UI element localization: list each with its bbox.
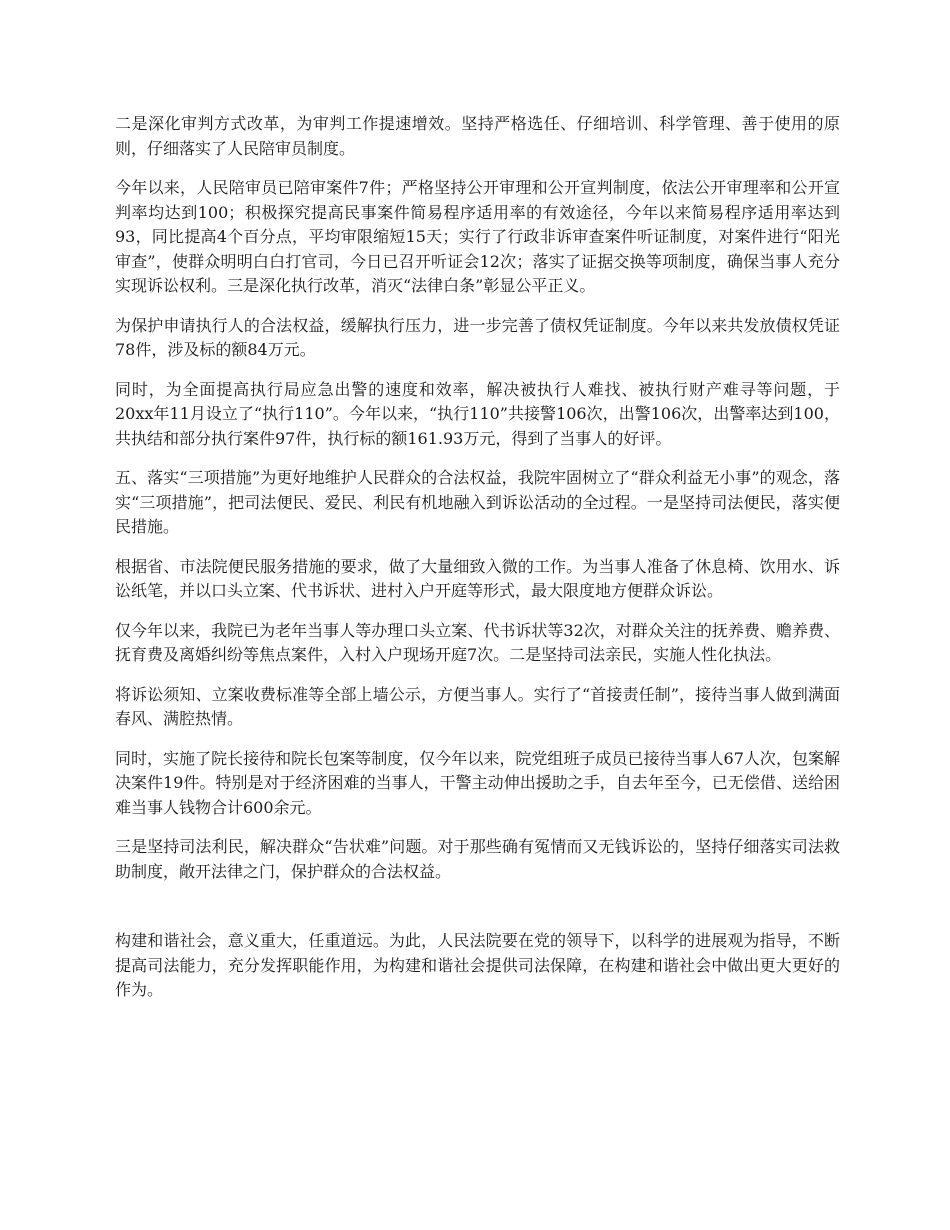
paragraph-8: 将诉讼须知、立案收费标准等全部上墙公示，方便当事人。实行了“首接责任制”，接待当事人做到满面春风、满腔热情。 — [115, 684, 840, 728]
paragraph-5: 五、落实“三项措施”为更好地维护人民群众的合法权益，我院牢固树立了“群众利益无小事”的观念，落实“三项措施”，把司法便民、爱民、利民有机地融入到诉讼活动的全过程。一是坚持司法便民，落实便民措施。 — [115, 468, 840, 536]
paragraph-9: 同时，实施了院长接待和院长包案等制度，仅今年以来，院党组班子成员已接待当事人67人次，包案解决案件19件。特别是对于经济困难的当事人，干警主动伸出援助之手，自去年至今，已无偿借、送给困难当事人钱物合计600余元。 — [115, 748, 840, 817]
paragraph-2: 今年以来，人民陪审员已陪审案件7件；严格坚持公开审理和公开宣判制度，依法公开审理率和公开宣判率均达到100；积极探究提高民事案件简易程序适用率的有效途径，今年以来简易程序适用率达到93，同比提高4个百分点，平均审限缩短15天；实行了行政非诉审查案件听证制度，对案件进行“阳光审查”，使群众明明白白打官司，今日已召开听证会12次；落实了证据交换等项制度，确保当事人充分实现诉讼权利。三是深化执行改革，消灭“法律白条”彰显公平正义。 — [115, 178, 840, 295]
paragraph-10: 三是坚持司法利民，解决群众“告状难”问题。对于那些确有冤情而又无钱诉讼的，坚持仔细落实司法救助制度，敞开法律之门，保护群众的合法权益。 — [115, 837, 840, 881]
paragraph-6: 根据省、市法院便民服务措施的要求，做了大量细致入微的工作。为当事人准备了休息椅、饮用水、诉讼纸笔，并以口头立案、代书诉状、进村入户开庭等形式，最大限度地方便群众诉讼。 — [115, 556, 840, 600]
paragraph-3: 为保护申请执行人的合法权益，缓解执行压力，进一步完善了债权凭证制度。今年以来共发放债权凭证78件，涉及标的额84万元。 — [115, 315, 840, 359]
paragraph-11: 构建和谐社会，意义重大，任重道远。为此，人民法院要在党的领导下，以科学的进展观为指导，不断提高司法能力，充分发挥职能作用，为构建和谐社会提供司法保障，在构建和谐社会中做出更大更好的作为。 — [115, 931, 840, 999]
paragraph-1: 二是深化审判方式改革，为审判工作提速增效。坚持严格选任、仔细培训、科学管理、善于使用的原则，仔细落实了人民陪审员制度。 — [115, 114, 840, 158]
paragraph-4: 同时，为全面提高执行局应急出警的速度和效率，解决被执行人难找、被执行财产难寻等问题，于20xx年11月设立了“执行110”。今年以来，“执行110”共接警106次，出警106次，出警率达到100，共执结和部分执行案件97件，执行标的额161.93万元，得到了当事人的好评。 — [115, 379, 840, 448]
paragraph-7: 仅今年以来，我院已为老年当事人等办理口头立案、代书诉状等32次，对群众关注的抚养费、赡养费、抚育费及离婚纠纷等焦点案件，入村入户现场开庭7次。二是坚持司法亲民，实施人性化执法。 — [115, 620, 840, 664]
document-body — [115, 112, 840, 1018]
